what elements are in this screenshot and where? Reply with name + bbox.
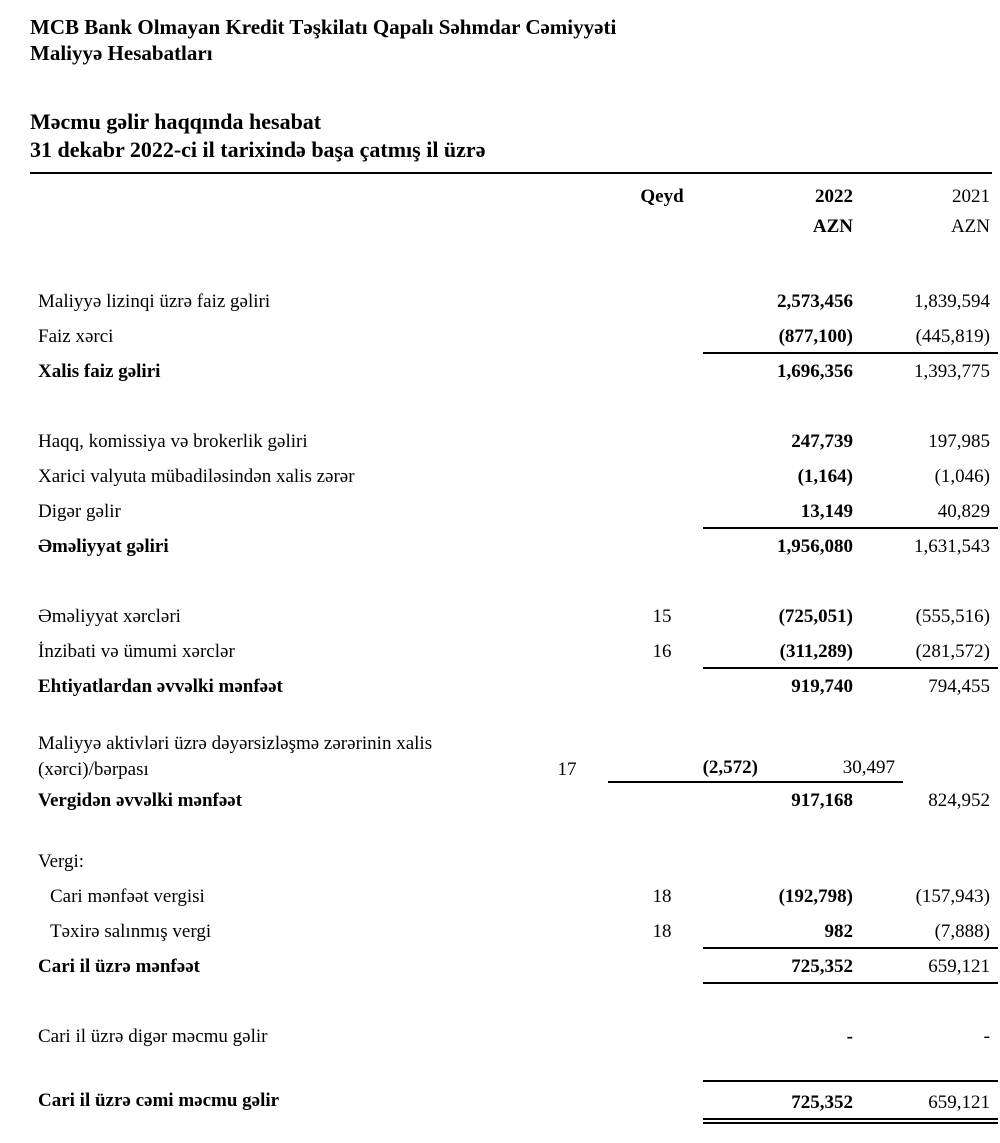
- table-row: [38, 1080, 998, 1124]
- row-label: Xalis faiz gəliri: [38, 361, 161, 382]
- note-reference: [633, 783, 703, 818]
- table-row: [38, 949, 998, 984]
- note-reference: [633, 529, 703, 564]
- note-reference: [633, 424, 703, 459]
- note-reference: [633, 1080, 703, 1124]
- note-reference: [633, 319, 703, 354]
- row-spacer: [38, 704, 998, 730]
- value-2021: 30,497: [842, 757, 895, 778]
- row-label: Vergidən əvvəlki mənfəət: [38, 790, 243, 811]
- currency-label-2022: AZN: [812, 216, 853, 237]
- row-label: Əməliyyat gəliri: [38, 536, 169, 557]
- row-values: [703, 284, 998, 319]
- note-reference: 18: [652, 886, 672, 907]
- row-spacer: [38, 564, 998, 599]
- row-label: Əməliyyat xərcləri: [38, 606, 181, 627]
- note-reference: [633, 844, 703, 879]
- row-label: İnzibati və ümumi xərclər: [38, 641, 235, 662]
- row-values: [703, 494, 998, 529]
- table-row: [38, 599, 998, 634]
- table-row: [38, 730, 998, 783]
- header-spacer: [633, 212, 703, 242]
- value-2022: (1,164): [797, 466, 853, 487]
- row-values: [703, 1019, 998, 1054]
- value-2022: 917,168: [791, 790, 853, 811]
- report-period: 31 dekabr 2022-ci il tarixində başa çatmış il üzrə: [30, 137, 486, 162]
- column-header-2022: 2022: [815, 186, 853, 207]
- header-body-gap: [38, 242, 998, 284]
- table-row: [38, 914, 998, 949]
- company-name: MCB Bank Olmayan Kredit Təşkilatı Qapalı Səhmdar Cəmiyyəti: [30, 15, 617, 39]
- header-spacer: [38, 212, 633, 242]
- table-row: [38, 354, 998, 389]
- value-2022: (311,289): [779, 641, 853, 662]
- row-label: Cari il üzrə mənfəət: [38, 956, 200, 977]
- row-label: Xarici valyuta mübadiləsindən xalis zərər: [38, 466, 355, 487]
- row-spacer: [38, 389, 998, 424]
- value-2021: 794,455: [928, 676, 990, 697]
- table-row: [38, 459, 998, 494]
- value-2021: 1,393,775: [914, 361, 990, 382]
- value-2022: 2,573,456: [777, 291, 853, 312]
- row-label: Faiz xərci: [38, 326, 114, 347]
- value-2021: 40,829: [937, 501, 990, 522]
- table-row: [38, 494, 998, 529]
- note-reference: 18: [652, 921, 672, 942]
- row-values: [703, 914, 998, 949]
- value-2021: (7,888): [934, 921, 990, 942]
- row-label: Ehtiyatlardan əvvəlki mənfəət: [38, 676, 283, 697]
- value-2021: 659,121: [928, 956, 990, 977]
- value-2021: 197,985: [928, 431, 990, 452]
- row-label: Maliyyə lizinqi üzrə faiz gəliri: [38, 291, 271, 312]
- value-2022: (192,798): [778, 886, 853, 907]
- table-row: [38, 783, 998, 818]
- table-body: [38, 284, 998, 1124]
- row-label: Cari il üzrə cəmi məcmu gəlir: [38, 1090, 280, 1111]
- row-values: [703, 634, 998, 669]
- row-label: Təxirə salınmış vergi: [50, 921, 212, 942]
- row-values: [703, 529, 998, 564]
- income-statement-table: [38, 182, 998, 1124]
- value-2021: -: [983, 1026, 990, 1047]
- table-row: [38, 1019, 998, 1054]
- table-row: [38, 879, 998, 914]
- row-values: [703, 319, 998, 354]
- value-2022: -: [846, 1026, 853, 1047]
- row-values: [703, 949, 998, 984]
- table-row: [38, 319, 998, 354]
- report-title: Məcmu gəlir haqqında hesabat: [30, 109, 322, 134]
- row-values: [703, 844, 998, 879]
- row-spacer: [38, 984, 998, 1019]
- value-2021: [853, 844, 998, 879]
- header-spacer: [38, 182, 633, 212]
- row-label: Cari mənfəət vergisi: [50, 886, 205, 907]
- note-reference: [633, 459, 703, 494]
- value-2022: 725,352: [791, 1092, 853, 1113]
- row-label: Digər gəlir: [38, 501, 121, 522]
- column-header-note: Qeyd: [640, 186, 684, 207]
- note-reference: 16: [652, 641, 672, 662]
- value-2022: (877,100): [778, 326, 853, 347]
- value-2021: 1,839,594: [914, 291, 990, 312]
- row-label: Cari il üzrə digər məcmu gəlir: [38, 1026, 268, 1047]
- row-values: [703, 354, 998, 389]
- currency-header-row: [38, 212, 998, 242]
- column-header-years: [703, 182, 998, 212]
- value-2021: 824,952: [928, 790, 990, 811]
- row-label: Haqq, komissiya və brokerlik gəliri: [38, 431, 308, 452]
- note-reference: [633, 669, 703, 704]
- value-2021: (555,516): [915, 606, 990, 627]
- value-2021: (281,572): [915, 641, 990, 662]
- table-row: [38, 424, 998, 459]
- row-values: [703, 599, 998, 634]
- currency-label-2021: AZN: [950, 216, 990, 237]
- note-reference: [633, 949, 703, 984]
- currency-headers: [703, 212, 998, 242]
- table-row: [38, 284, 998, 319]
- value-2022: (2,572): [702, 757, 758, 778]
- value-2022: (725,051): [778, 606, 853, 627]
- table-row: [38, 844, 998, 879]
- column-header-2021: 2021: [952, 186, 990, 207]
- row-label: Vergi:: [38, 851, 85, 872]
- row-values: [703, 424, 998, 459]
- column-header-row: [38, 182, 998, 212]
- note-reference: 15: [652, 606, 672, 627]
- value-2022: 725,352: [791, 956, 853, 977]
- value-2021: 659,121: [928, 1092, 990, 1113]
- report-title-block: [30, 108, 992, 174]
- table-row: [38, 634, 998, 669]
- note-reference: 17: [557, 759, 577, 780]
- row-label: Maliyyə aktivləri üzrə dəyərsizləşmə zərərinin xalis (xərci)/bərpası: [38, 732, 433, 780]
- value-2022: 919,740: [791, 676, 853, 697]
- note-reference: [633, 1019, 703, 1054]
- note-reference: [633, 354, 703, 389]
- value-2021: (445,819): [915, 326, 990, 347]
- value-2021: (1,046): [934, 466, 990, 487]
- value-2022: 982: [824, 921, 853, 942]
- row-values: [703, 1080, 998, 1124]
- note-reference: [633, 284, 703, 319]
- row-values: [703, 669, 998, 704]
- row-values: [608, 730, 903, 783]
- document-type: Maliyyə Hesabatları: [30, 41, 213, 65]
- row-values: [703, 459, 998, 494]
- value-2021: (157,943): [915, 886, 990, 907]
- row-spacer: [38, 1054, 998, 1080]
- value-2022: 1,696,356: [777, 361, 853, 382]
- value-2022: 247,739: [791, 431, 853, 452]
- row-values: [703, 879, 998, 914]
- row-spacer: [38, 818, 998, 844]
- value-2022: 1,956,080: [777, 536, 853, 557]
- row-values: [703, 783, 998, 818]
- value-2021: 1,631,543: [914, 536, 990, 557]
- note-reference: [633, 494, 703, 529]
- value-2022: 13,149: [800, 501, 853, 522]
- table-row: [38, 669, 998, 704]
- value-2022: [703, 844, 853, 879]
- document-header: [30, 14, 970, 66]
- table-row: [38, 529, 998, 564]
